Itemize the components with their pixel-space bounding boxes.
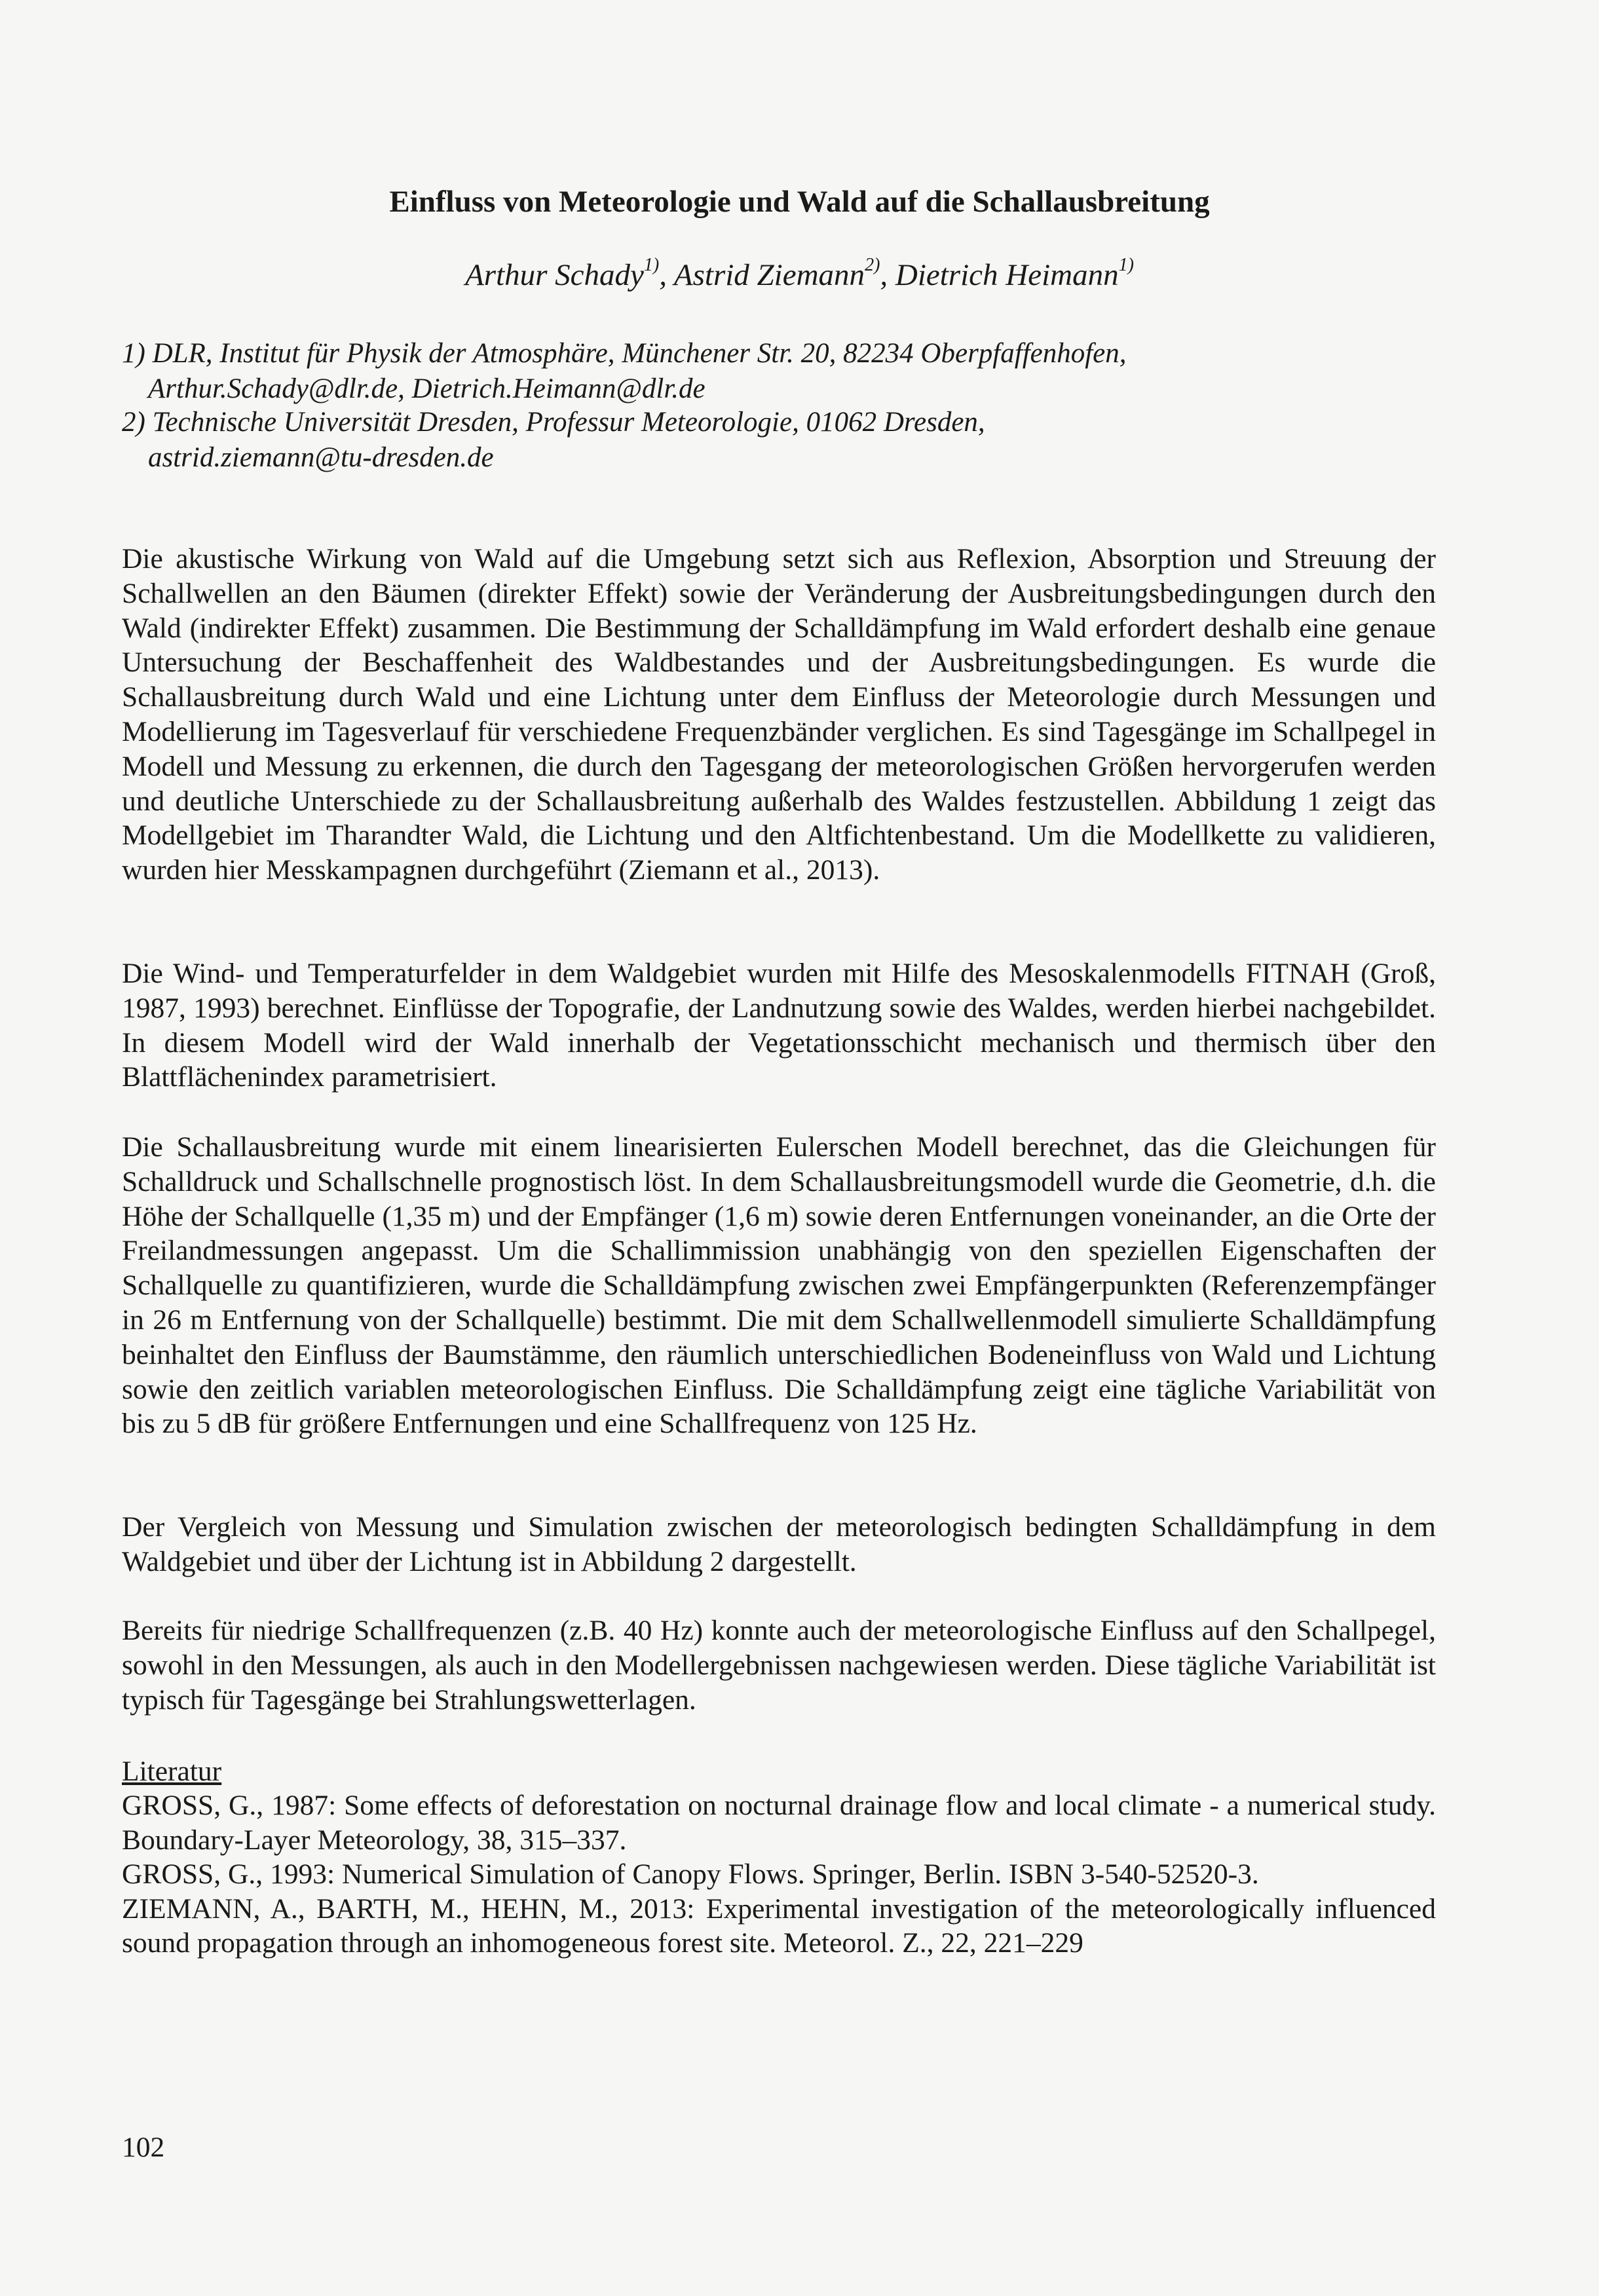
body-paragraph-3: Die Schallausbreitung wurde mit einem linearisierten Eulerschen Modell berechnet, das die Gleichungen für Schalldruck und Schallschnelle prognostisch löst. In dem Schallausbreitungsmodell wurde die Geometrie, d.h. die Höhe der Schallquelle (1,35 m) und der Empfänger (1,6 m) sowie deren Entfernungen voneinander, an die Orte der Freilandmessungen angepasst. Um die Schallimmission unabhängig von den speziellen Eigenschaften der Schallquelle zu quantifizieren, wurde die Schalldämpfung zwischen zwei Empfängerpunkten (Referenzempfänger in 26 m Entfernung von der Schallquelle) bestimmt. Die mit dem Schallwellenmodell simulierte Schalldämpfung beinhaltet den Einfluss der Baumstämme, den räumlich unterschiedlichen Bodeneinfluss von Wald und Lichtung sowie den zeitlich variablen meteorologischen Einfluss. Die Schalldämpfung zeigt eine tägliche Variabilität von bis zu 5 dB für größere Entfernungen und eine Schallfrequenz von 125 Hz. [122, 1131, 1436, 1440]
author-affiliation-mark: 1) [1118, 255, 1134, 275]
author-name: Arthur Schady [465, 258, 644, 292]
paper-title: Einfluss von Meteorologie und Wald auf die Schallausbreitung [389, 185, 1210, 219]
author-separator: , [880, 258, 895, 292]
author-name: Dietrich Heimann [895, 258, 1119, 292]
author-affiliation-mark: 2) [865, 255, 880, 275]
affiliation-address: 1) DLR, Institut für Physik der Atmosphäre, Münchener Str. 20, 82234 Oberpfaffenhofen, [122, 338, 1127, 369]
page-number: 102 [122, 2132, 165, 2163]
author-affiliation-mark: 1) [643, 255, 660, 275]
affiliation-1 [122, 336, 1484, 407]
reference-item: ZIEMANN, A., BARTH, M., HEHN, M., 2013: Experimental investigation of the meteorologically influenced sound propagation through an inhomogeneous forest site. Meteorol. Z., 22, 221–229 [122, 1892, 1436, 1959]
author-line [0, 255, 1599, 295]
affiliation-emails: Arthur.Schady@dlr.de, Dietrich.Heimann@dlr.de [148, 373, 705, 404]
body-paragraph-2: Die Wind- und Temperaturfelder in dem Waldgebiet wurden mit Hilfe des Mesoskalenmodells FITNAH (Groß, 1987, 1993) berechnet. Einflüsse der Topografie, der Landnutzung sowie des Waldes, werden hierbei nachgebildet. In diesem Modell wird der Wald innerhalb der Vegetationsschicht mechanisch und thermisch über den Blattflächenindex parametrisiert. [122, 958, 1436, 1093]
body-paragraph-5: Bereits für niedrige Schallfrequenzen (z.B. 40 Hz) konnte auch der meteorologische Einfluss auf den Schallpegel, sowohl in den Messungen, als auch in den Modellergebnissen nachgewiesen werden. Diese tägliche Variabilität ist typisch für Tagesgänge bei Strahlungswetterlagen. [122, 1615, 1436, 1716]
author-name: Astrid Ziemann [673, 258, 865, 292]
reference-item: GROSS, G., 1993: Numerical Simulation of Canopy Flows. Springer, Berlin. ISBN 3-540-52520-3. [122, 1858, 1259, 1890]
affiliation-emails: astrid.ziemann@tu-dresden.de [148, 442, 494, 473]
body-paragraph-4: Der Vergleich von Messung und Simulation zwischen der meteorologisch bedingten Schalldämpfung in dem Waldgebiet und über der Lichtung ist in Abbildung 2 dargestellt. [122, 1511, 1436, 1577]
affiliation-2 [122, 405, 1484, 476]
author-separator: , [659, 258, 674, 292]
body-paragraph-1: Die akustische Wirkung von Wald auf die Umgebung setzt sich aus Reflexion, Absorption und Streuung der Schallwellen an den Bäumen (direkter Effekt) sowie der Veränderung der Ausbreitungsbedingungen durch den Wald (indirekter Effekt) zusammen. Die Bestimmung der Schalldämpfung im Wald erfordert deshalb eine genaue Untersuchung der Beschaffenheit des Waldbestandes und der Ausbreitungsbedingungen. Es wurde die Schallausbreitung durch Wald und eine Lichtung unter dem Einfluss der Meteorologie durch Messungen und Modellierung im Tagesverlauf für verschiedene Frequenzbänder verglichen. Es sind Tagesgänge im Schallpegel in Modell und Messung zu erkennen, die durch den Tagesgang der meteorologischen Größen hervorgerufen werden und deutliche Unterschiede zu der Schallausbreitung außerhalb des Waldes festzustellen. Abbildung 1 zeigt das Modellgebiet im Tharandter Wald, die Lichtung und den Altfichtenbestand. Um die Modellkette zu validieren, wurden hier Messkampagnen durchgeführt (Ziemann et al., 2013). [122, 543, 1436, 886]
reference-list [122, 1788, 1436, 1961]
affiliation-address: 2) Technische Universität Dresden, Professur Meteorologie, 01062 Dresden, [122, 407, 985, 438]
literature-heading: Literatur [122, 1756, 222, 1787]
reference-item: GROSS, G., 1987: Some effects of deforestation on nocturnal drainage flow and local climate - a numerical study. Boundary-Layer Meteorology, 38, 315–337. [122, 1790, 1436, 1856]
